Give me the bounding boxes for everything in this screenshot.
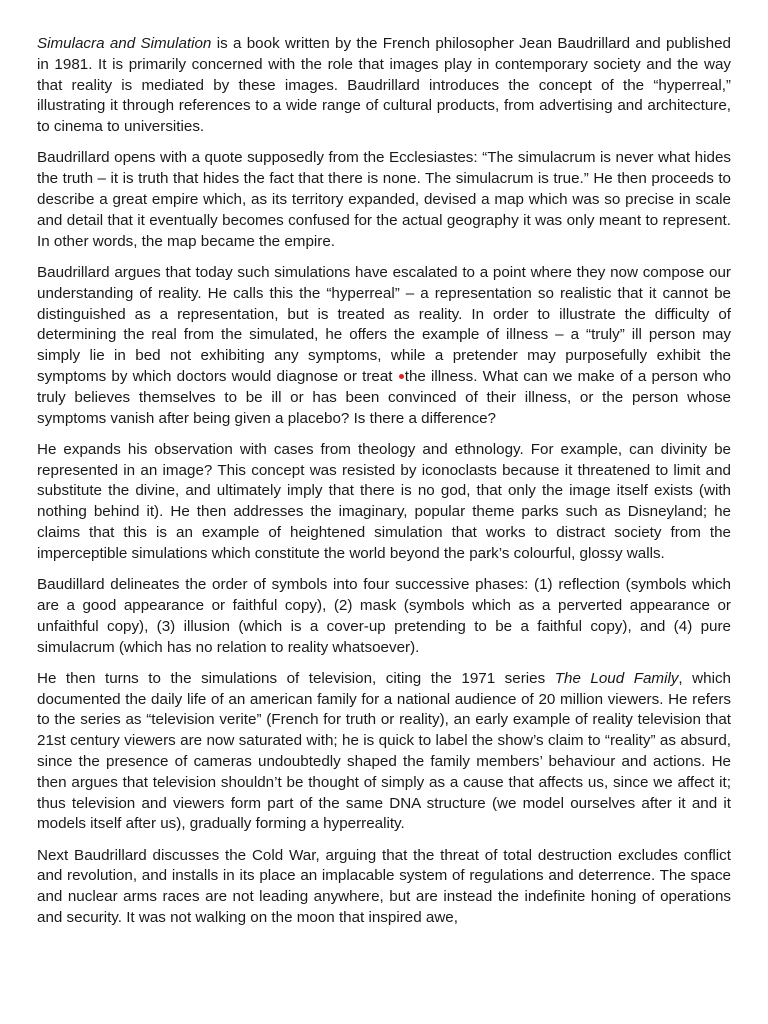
paragraph-3	[37, 263, 731, 429]
paragraph-4: He expands his observation with cases from theology and ethnology. For example, can divinity be represented in an image? This concept was resisted by iconoclasts because it threatened to limit and substitute the divine, and ultimately imply that there is no god, that only the image itself exists (with nothing behind it). He then addresses the imaginary, popular theme parks such as Disneyland; he claims that this is an example of heightened simulation that works to distract society from the imperceptible simulations which constitute the world beyond the park’s colourful, glossy walls.	[37, 440, 731, 562]
paragraph-6-text-before: He then turns to the simulations of television, citing the 1971 series	[37, 669, 555, 687]
paragraph-7: Next Baudrillard discusses the Cold War, arguing that the threat of total destruction excludes conflict and revolution, and installs in its place an implacable system of regulations and deterrence. The space and nuclear arms races are not leading anywhere, but are instead the indefinite honing of operations and security. It was not walking on the moon that inspired awe,	[37, 846, 731, 927]
paragraph-3-text-after: the illness. What can we make of a person who truly believes themselves to be ill or has been convinced of their illness, or the person whose symptoms vanish after being given a placebo? Is there a difference?	[37, 367, 731, 427]
paragraph-2: Baudrillard opens with a quote supposedly from the Ecclesiastes: “The simulacrum is never what hides the truth – it is truth that hides the fact that there is none. The simulacrum is true.” He then proceeds to describe a great empire which, as its territory expanded, devised a map which was so precise in scale and detail that it eventually becomes confused for the actual geography it was only meant to represent. In other words, the map became the empire.	[37, 149, 731, 250]
paragraph-6	[37, 669, 731, 835]
red-marker-dot-icon	[399, 374, 404, 379]
paragraph-1	[37, 34, 731, 138]
paragraph-1-text: is a book written by the French philosopher Jean Baudrillard and published in 1981. It is primarily concerned with the role that images play in contemporary society and the way that reality is mediated by these images. Baudrillard introduces the concept of the “hyperreal,” illustrating it through references to a wide range of cultural products, from advertising and architecture, to cinema to universities.	[37, 35, 731, 136]
book-title: Simulacra and Simulation	[37, 35, 212, 52]
paragraph-3-text-before: Baudrillard argues that today such simulations have escalated to a point where they now compose our understanding of reality. He calls this the “hyperreal” – a representation so realistic that it cannot be distinguished as a representation, but is treated as reality. In order to illustrate the difficulty of determining the real from the simulated, he offers the example of illness – a “truly” ill person may simply lie in bed not exhibiting any symptoms, while a pretender may purposefully exhibit the symptoms by which doctors would diagnose or treat	[37, 263, 731, 385]
paragraph-5: Baudillard delineates the order of symbols into four successive phases: (1) reflection (symbols which are a good appearance or faithful copy), (2) mask (symbols which as a perverted appearance or unfaithful copy), (3) illusion (which is a cover-up pretending to be a faithful copy), and (4) pure simulacrum (which has no relation to reality whatsoever).	[37, 576, 731, 656]
document-body	[37, 34, 731, 939]
series-title: The Loud Family	[554, 669, 679, 687]
paragraph-6-text-after: , which documented the daily life of an american family for a national audience of 20 million viewers. He refers to the series as “television verite” (French for truth or reality), an early example of reality television that 21st century viewers are now saturated with; he is quick to label the show’s claim to “reality” as absurd, since the presence of cameras undoubtedly shaped the family members’ behaviour and actions. He then argues that television shouldn’t be thought of simply as a cause that affects us, since we affect it; thus television and viewers form part of the same DNA structure (we model ourselves after it and it models itself after us), gradually forming a hyperreality.	[37, 669, 731, 833]
